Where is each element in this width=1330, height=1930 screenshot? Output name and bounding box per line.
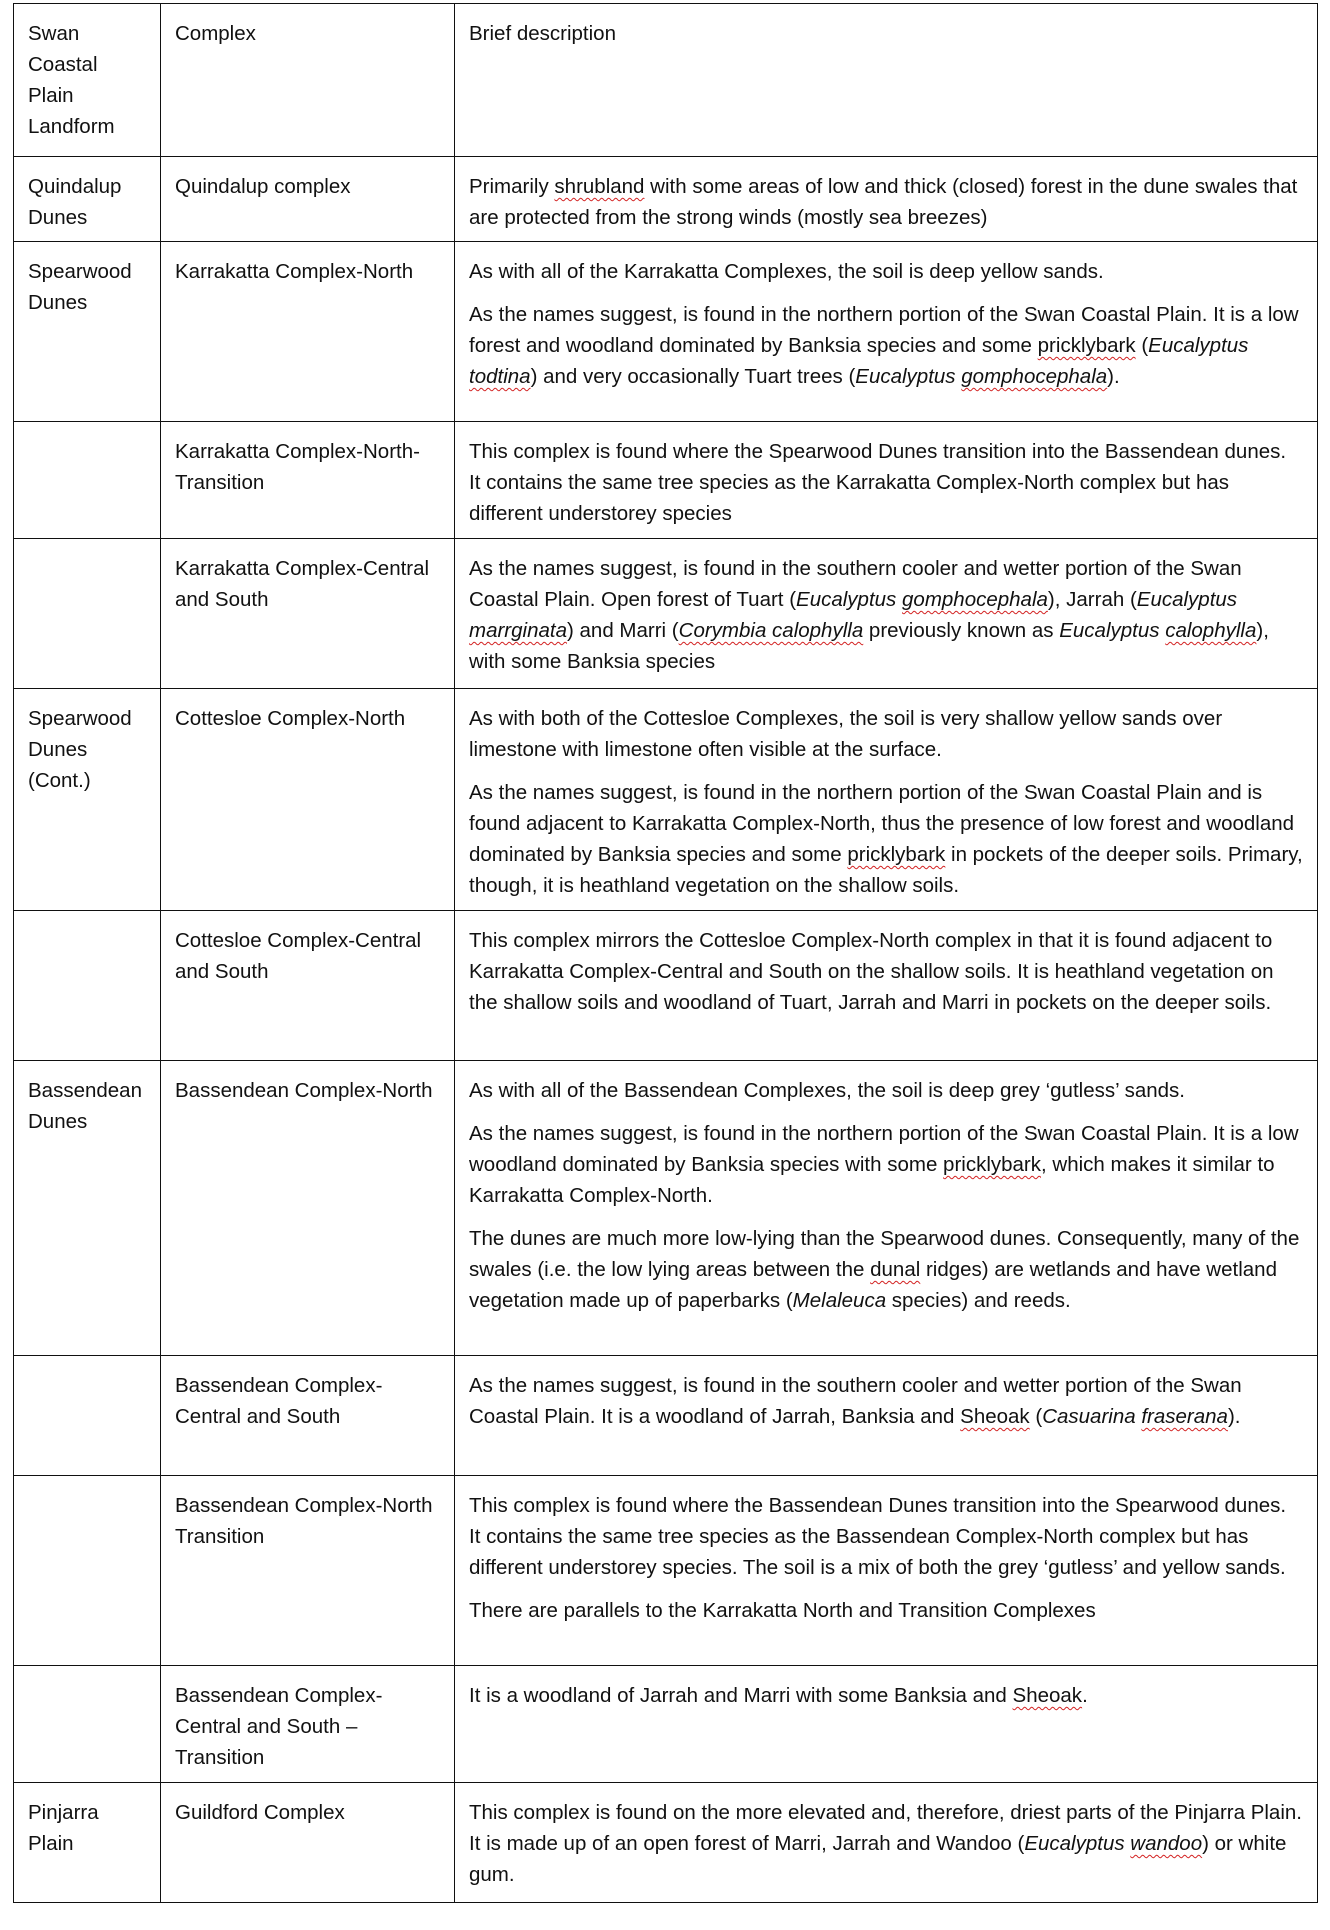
description-paragraph	[469, 1370, 1303, 1432]
description-text: ) and very occasionally Tuart trees (	[530, 365, 856, 388]
description-text: As the names suggest, is found in the northern portion of the Swan Coastal Plain and is found adjacent to Karrakatta Complex-North, thus the presence of low forest and woodland dominated by Banksia species and some	[469, 781, 1295, 866]
description-text: This complex is found where the Bassendean Dunes transition into the Spearwood dunes. It contains the same tree species as the Bassendean Complex-North complex but has different understorey species. The soil is a mix of both the grey ‘gutless’ and yellow sands.	[469, 1494, 1287, 1579]
landform-cell: Spearwood Dunes	[14, 242, 161, 422]
table-row	[14, 1476, 1318, 1666]
table-row	[14, 157, 1318, 242]
description-text: As the names suggest, is found in the southern cooler and wetter portion of the Swan Coastal Plain. It is a woodland of Jarrah, Banksia and	[469, 1374, 1242, 1428]
spellcheck-flagged-word: gomphocephala	[961, 365, 1108, 388]
italic-species-text: Melaleuca	[792, 1289, 887, 1312]
description-cell	[455, 1356, 1318, 1476]
description-cell	[455, 1476, 1318, 1666]
complex-cell: Cottesloe Complex-Central and South	[161, 911, 455, 1061]
description-paragraph	[469, 436, 1303, 529]
table-row	[14, 1666, 1318, 1783]
description-text: previously known as	[863, 619, 1060, 642]
description-paragraph	[469, 925, 1303, 1018]
description-text: in pockets of the deeper soils. Primary, though, it is heathland vegetation on the shallow soils.	[469, 843, 1303, 897]
landform-cell	[14, 539, 161, 689]
complex-cell: Quindalup complex	[161, 157, 455, 242]
spellcheck-flagged-word: marrginata	[469, 619, 567, 642]
description-text: As the names suggest, is found in the northern portion of the Swan Coastal Plain. It is a low woodland dominated by Banksia species with some	[469, 1122, 1299, 1176]
description-text: As the names suggest, is found in the southern cooler and wetter portion of the Swan Coastal Plain. Open forest of Tuart (	[469, 557, 1242, 611]
description-paragraph	[469, 171, 1303, 233]
header-row	[14, 4, 1318, 157]
landform-cell	[14, 911, 161, 1061]
description-cell	[455, 911, 1318, 1061]
description-text: ridges) are wetlands and have wetland vegetation made up of paperbarks (	[469, 1258, 1277, 1312]
description-text: ) and Marri (	[567, 619, 679, 642]
landform-cell: Quindalup Dunes	[14, 157, 161, 242]
landform-cell	[14, 1666, 161, 1783]
description-text: As with all of the Bassendean Complexes, the soil is deep grey ‘gutless’ sands.	[469, 1079, 1185, 1102]
description-cell	[455, 1783, 1318, 1903]
description-paragraph	[469, 1075, 1303, 1106]
description-text: As with all of the Karrakatta Complexes, the soil is deep yellow sands.	[469, 260, 1104, 283]
italic-species-text: Eucalyptus	[1148, 334, 1249, 357]
spellcheck-flagged-word: pricklybark	[943, 1153, 1042, 1176]
complex-cell: Karrakatta Complex-North	[161, 242, 455, 422]
landform-cell	[14, 1356, 161, 1476]
description-text: .	[1082, 1684, 1088, 1707]
landform-cell: Pinjarra Plain	[14, 1783, 161, 1903]
description-text: As the names suggest, is found in the northern portion of the Swan Coastal Plain. It is a low forest and woodland dominated by Banksia species and some	[469, 303, 1299, 357]
table-row	[14, 422, 1318, 539]
description-text: ).	[1107, 365, 1120, 388]
spellcheck-flagged-word: todtina	[469, 365, 531, 388]
description-text: This complex is found where the Spearwood Dunes transition into the Bassendean dunes. It contains the same tree species as the Karrakatta Complex-North complex but has different understorey species	[469, 440, 1287, 525]
description-cell	[455, 242, 1318, 422]
complex-cell: Karrakatta Complex-Central and South	[161, 539, 455, 689]
complex-cell: Cottesloe Complex-North	[161, 689, 455, 911]
description-cell	[455, 1666, 1318, 1783]
description-text: ).	[1227, 1405, 1241, 1428]
description-text: (	[1029, 1405, 1043, 1428]
description-text: It is a woodland of Jarrah and Marri with some Banksia and	[469, 1684, 1013, 1707]
complex-cell: Bassendean Complex-North	[161, 1061, 455, 1356]
spellcheck-flagged-word: pricklybark	[847, 843, 946, 866]
description-paragraph	[469, 777, 1303, 901]
complex-cell: Bassendean Complex-Central and South – Transition	[161, 1666, 455, 1783]
description-paragraph	[469, 703, 1303, 765]
description-text: As with both of the Cottesloe Complexes, the soil is very shallow yellow sands over limestone with limestone often visible at the surface.	[469, 707, 1223, 761]
description-text: with some areas of low and thick (closed) forest in the dune swales that are protected from the strong winds (mostly sea breezes)	[469, 175, 1298, 229]
description-paragraph	[469, 553, 1303, 677]
description-paragraph	[469, 299, 1303, 392]
spellcheck-flagged-word: fraserana	[1141, 1405, 1228, 1428]
landform-complex-table-document	[13, 3, 1317, 1921]
description-cell	[455, 689, 1318, 911]
description-paragraph	[469, 1595, 1303, 1626]
description-cell	[455, 422, 1318, 539]
description-text: Primarily	[469, 175, 555, 198]
spellcheck-flagged-word: Sheoak	[960, 1405, 1030, 1428]
description-cell	[455, 157, 1318, 242]
description-text: species) and reeds.	[886, 1289, 1071, 1312]
description-text: ) or white gum.	[469, 1832, 1287, 1886]
table-row	[14, 911, 1318, 1061]
table-row	[14, 689, 1318, 911]
table-row	[14, 1061, 1318, 1356]
landform-cell: Bassendean Dunes	[14, 1061, 161, 1356]
spellcheck-flagged-word: shrubland	[554, 175, 645, 198]
table-row	[14, 242, 1318, 422]
description-cell	[455, 539, 1318, 689]
description-paragraph	[469, 1223, 1303, 1316]
description-paragraph	[469, 1118, 1303, 1211]
italic-species-text: Eucalyptus	[1024, 1832, 1131, 1855]
description-paragraph	[469, 1680, 1303, 1711]
italic-species-text: Eucalyptus	[1136, 588, 1238, 611]
italic-species-text: Eucalyptus	[796, 588, 903, 611]
description-cell	[455, 1061, 1318, 1356]
complex-cell: Bassendean Complex-North Transition	[161, 1476, 455, 1666]
table-row	[14, 539, 1318, 689]
description-paragraph	[469, 1797, 1303, 1890]
complex-cell: Bassendean Complex-Central and South	[161, 1356, 455, 1476]
description-text: This complex is found on the more elevated and, therefore, driest parts of the Pinjarra Plain. It is made up of an open forest of Marri, Jarrah and Wandoo (	[469, 1801, 1302, 1855]
spellcheck-flagged-word: dunal	[870, 1258, 921, 1281]
table-row	[14, 1783, 1318, 1903]
landform-cell: Spearwood Dunes (Cont.)	[14, 689, 161, 911]
complex-cell: Karrakatta Complex-North-Transition	[161, 422, 455, 539]
italic-species-text: Eucalyptus	[855, 365, 962, 388]
description-paragraph	[469, 1490, 1303, 1583]
header-complex: Complex	[161, 4, 455, 157]
landform-cell	[14, 422, 161, 539]
landform-complex-table	[13, 3, 1318, 1903]
complex-cell: Guildford Complex	[161, 1783, 455, 1903]
spellcheck-flagged-word: pricklybark	[1037, 334, 1136, 357]
header-landform: Swan Coastal Plain Landform	[14, 4, 161, 157]
description-paragraph	[469, 256, 1303, 287]
description-text: The dunes are much more low-lying than the Spearwood dunes. Consequently, many of the swales (i.e. the low lying areas between the	[469, 1227, 1300, 1281]
description-text: (	[1135, 334, 1149, 357]
spellcheck-flagged-word: Sheoak	[1012, 1684, 1083, 1707]
description-text: , which makes it similar to Karrakatta Complex-North.	[469, 1153, 1275, 1207]
italic-species-text: Casuarina	[1042, 1405, 1142, 1428]
spellcheck-flagged-word: calophylla	[1165, 619, 1257, 642]
description-text: ), with some Banksia species	[469, 619, 1269, 673]
landform-cell	[14, 1476, 161, 1666]
description-text: There are parallels to the Karrakatta North and Transition Complexes	[469, 1599, 1096, 1622]
spellcheck-flagged-word: gomphocephala	[902, 588, 1048, 611]
spellcheck-flagged-word: wandoo	[1130, 1832, 1203, 1855]
italic-species-text: Eucalyptus	[1059, 619, 1166, 642]
table-row	[14, 1356, 1318, 1476]
spellcheck-flagged-word: Corymbia calophylla	[678, 619, 864, 642]
description-text: ), Jarrah (	[1047, 588, 1137, 611]
description-text: This complex mirrors the Cottesloe Complex-North complex in that it is found adjacent to Karrakatta Complex-Central and South on the shallow soils. It is heathland vegetation on the shallow soils and woodland of Tuart, Jarrah and Marri in pockets on the deeper soils.	[469, 929, 1274, 1014]
header-description: Brief description	[455, 4, 1318, 157]
